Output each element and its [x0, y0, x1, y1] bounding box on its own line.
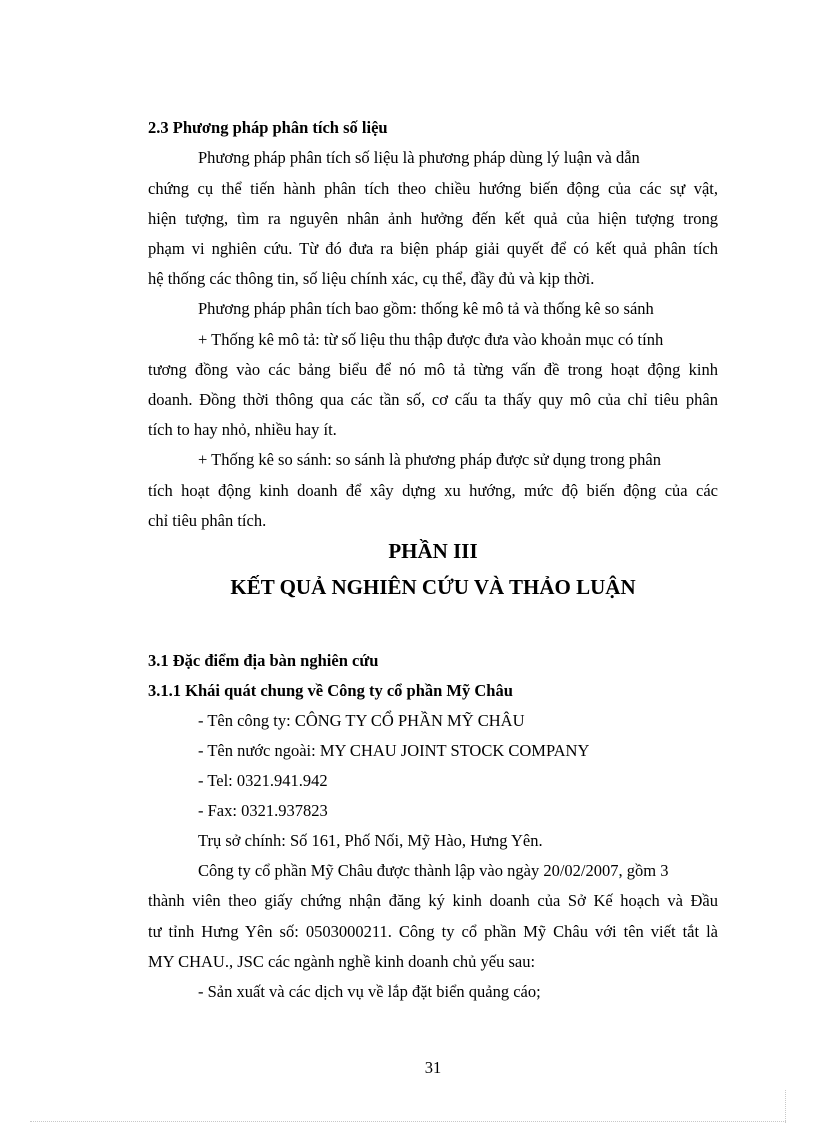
section-heading-3-1: 3.1 Đặc điểm địa bàn nghiên cứu — [148, 651, 379, 670]
paragraph-line: tương đồng vào các bảng biểu để nó mô tả từng vấn đề trong hoạt động kinh — [148, 360, 718, 379]
page-number: 31 — [424, 1058, 442, 1077]
paragraph-line: + Thống kê mô tả: từ số liệu thu thập được đưa vào khoản mục có tính — [198, 330, 664, 349]
paragraph-line: - Sản xuất và các dịch vụ về lắp đặt biển quảng cáo; — [198, 982, 541, 1001]
paragraph-line: thành viên theo giấy chứng nhận đăng ký kinh doanh của Sở Kế hoạch và Đầu — [148, 891, 718, 910]
paragraph-line: tích hoạt động kinh doanh để xây dựng xu hướng, mức độ biến động của các — [148, 481, 718, 500]
tel-line: - Tel: 0321.941.942 — [198, 771, 328, 790]
paragraph-line: + Thống kê so sánh: so sánh là phương pháp được sử dụng trong phân — [198, 450, 661, 469]
page-right-border — [785, 1090, 786, 1123]
paragraph-line: hệ thống các thông tin, số liệu chính xác, cụ thể, đầy đủ và kịp thời. — [148, 269, 595, 288]
foreign-name-line: - Tên nước ngoài: MY CHAU JOINT STOCK COMPANY — [198, 741, 590, 760]
paragraph-line: tư tỉnh Hưng Yên số: 0503000211. Công ty cổ phần Mỹ Châu với tên viết tắt là — [148, 922, 718, 941]
fax-line: - Fax: 0321.937823 — [198, 801, 328, 820]
company-name-line: - Tên công ty: CÔNG TY CỔ PHẦN MỸ CHÂU — [198, 711, 525, 730]
part-subtitle: KẾT QUẢ NGHIÊN CỨU VÀ THẢO LUẬN — [230, 575, 636, 599]
paragraph-line: tích to hay nhỏ, nhiều hay ít. — [148, 420, 337, 439]
paragraph-line: phạm vi nghiên cứu. Từ đó đưa ra biện pháp giải quyết để có kết quả phân tích — [148, 239, 718, 258]
paragraph-line: hiện tượng, tìm ra nguyên nhân ảnh hưởng đến kết quả của hiện tượng trong — [148, 209, 718, 228]
headquarters-line: Trụ sở chính: Số 161, Phố Nối, Mỹ Hào, Hưng Yên. — [198, 831, 543, 850]
paragraph-line: Công ty cổ phần Mỹ Châu được thành lập vào ngày 20/02/2007, gồm 3 — [198, 861, 669, 880]
paragraph-line: doanh. Đồng thời thông qua các tần số, cơ cấu ta thấy quy mô của chỉ tiêu phân — [148, 390, 718, 409]
paragraph-line: chứng cụ thể tiến hành phân tích theo chiều hướng biến động của các sự vật, — [148, 179, 718, 198]
paragraph-line: chỉ tiêu phân tích. — [148, 511, 267, 530]
part-title: PHẦN III — [388, 539, 478, 563]
paragraph-line: Phương pháp phân tích bao gồm: thống kê mô tả và thống kê so sánh — [198, 299, 654, 318]
section-subheading-3-1-1: 3.1.1 Khái quát chung về Công ty cổ phần Mỹ Châu — [148, 681, 513, 700]
paragraph-line: Phương pháp phân tích số liệu là phương pháp dùng lý luận và dẫn — [198, 148, 640, 167]
section-heading-2-3: 2.3 Phương pháp phân tích số liệu — [148, 118, 388, 137]
paragraph-line: MY CHAU., JSC các ngành nghề kinh doanh chủ yếu sau: — [148, 952, 536, 971]
page-bottom-border — [30, 1121, 786, 1122]
